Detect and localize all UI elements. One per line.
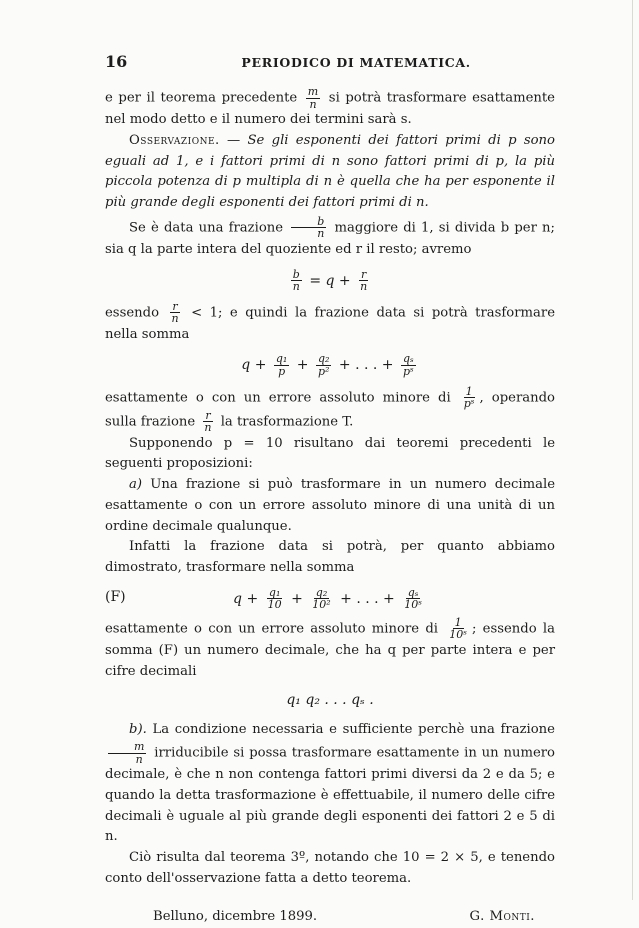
place-date: Belluno, dicembre 1899. (153, 909, 318, 925)
fraction-m-n: $\frac{m}{n}$ (307, 85, 319, 111)
paragraph-8: Ciò risulta dal teorema 3º, notando che 10 = 2 × 5, e tenendo conto dell'osservazione fatta a detto teorema. (105, 850, 555, 886)
osservazione-text: — Se gli esponenti dei fattori primi di p sono eguali ad 1, e i fattori primi di n sono fattori primi di p, la più piccola potenza di p multipla di n è quella che ha per esponente il più grande degli esponenti dei fattori primi di n. (105, 132, 555, 210)
page-edge-line (632, 0, 633, 900)
page-header (105, 52, 555, 71)
journal-title: PERIODICO DI MATEMATICA. (241, 55, 471, 70)
page-body (105, 86, 555, 928)
paragraph-1: e per il teorema precedente $\frac{m}{n}$ si potrà trasformare esattamente nel modo detto e il numero dei termini sarà s. (105, 85, 555, 128)
paragraph-4: esattamente o con un errore assoluto minore di $\frac{1}{\text{pˢ}}$ , operando sulla frazione $\frac{r}{n}$ la trasformazione T. (105, 384, 555, 435)
equation-label-F: (F) (105, 588, 126, 605)
paragraph-3: essendo $\frac{r}{n}$ < 1; e quindi la frazione data si potrà trasformare nella somma (105, 299, 555, 342)
equation-sum-p: q + $\frac{\text{q₁}}{p}$ + $\frac{\text{q₂}}{\text{p²}}$ + . . . + $\frac{\text{qₛ}}{\text{pˢ}}$ (241, 352, 414, 378)
paragraph-6: Infatti la frazione data si potrà, per quanto abbiamo dimostrato, trasformare nella somma (105, 539, 555, 575)
osservazione-label: Osservazione. (129, 132, 220, 148)
osservazione (105, 131, 555, 214)
proposition-b: b). La condizione necessaria e sufficiente perchè una frazione $\frac{m}{n}$ irriducibile si possa trasformare esattamente in un numero decimale, è che n non contenga fattori primi diversi da 2 e da 5; e quando la detta trasformazione è effettuabile, il numero delle cifre decimali è uguale al più grande degli esponenti dei fattori 2 e 5 di n. (105, 722, 555, 845)
equation-b-over-n: $\frac{b}{n}$ = q + $\frac{r}{n}$ (292, 267, 368, 294)
page-number: 16 (105, 52, 128, 71)
paragraph-2: Se è data una frazione $\frac{b}{n}$ maggiore di 1, si divida b per n; sia q la parte intera del quoziente ed r il resto; avremo (105, 214, 555, 257)
fraction-b-n: $\frac{b}{n}$ (291, 216, 326, 240)
paragraph-7: esattamente o con un errore assoluto minore di $\frac{1}{\text{10ˢ}}$ ; essendo la somma (F) un numero decimale, che ha q per parte intera e per cifre decimali (105, 615, 555, 679)
signature-block (105, 907, 555, 928)
equation-digits: q₁ q₂ . . . qₛ . (286, 692, 374, 709)
author-name: G. Monti. (469, 909, 535, 925)
paragraph-5: Supponendo p = 10 risultano dai teoremi precedenti le seguenti proposizioni: (105, 435, 555, 472)
proposition-a: a) Una frazione si può trasformare in un numero decimale esattamente o con un errore assoluto minore di una unità di un ordine decimale qualunque. (105, 477, 555, 534)
equation-F: (F) q + $\frac{\text{q₁}}{10}$ + $\frac{\text{q₂}}{\text{10²}}$ + . . . + $\frac{\text{qₛ}}{\text{10ˢ}}$ (105, 585, 422, 612)
